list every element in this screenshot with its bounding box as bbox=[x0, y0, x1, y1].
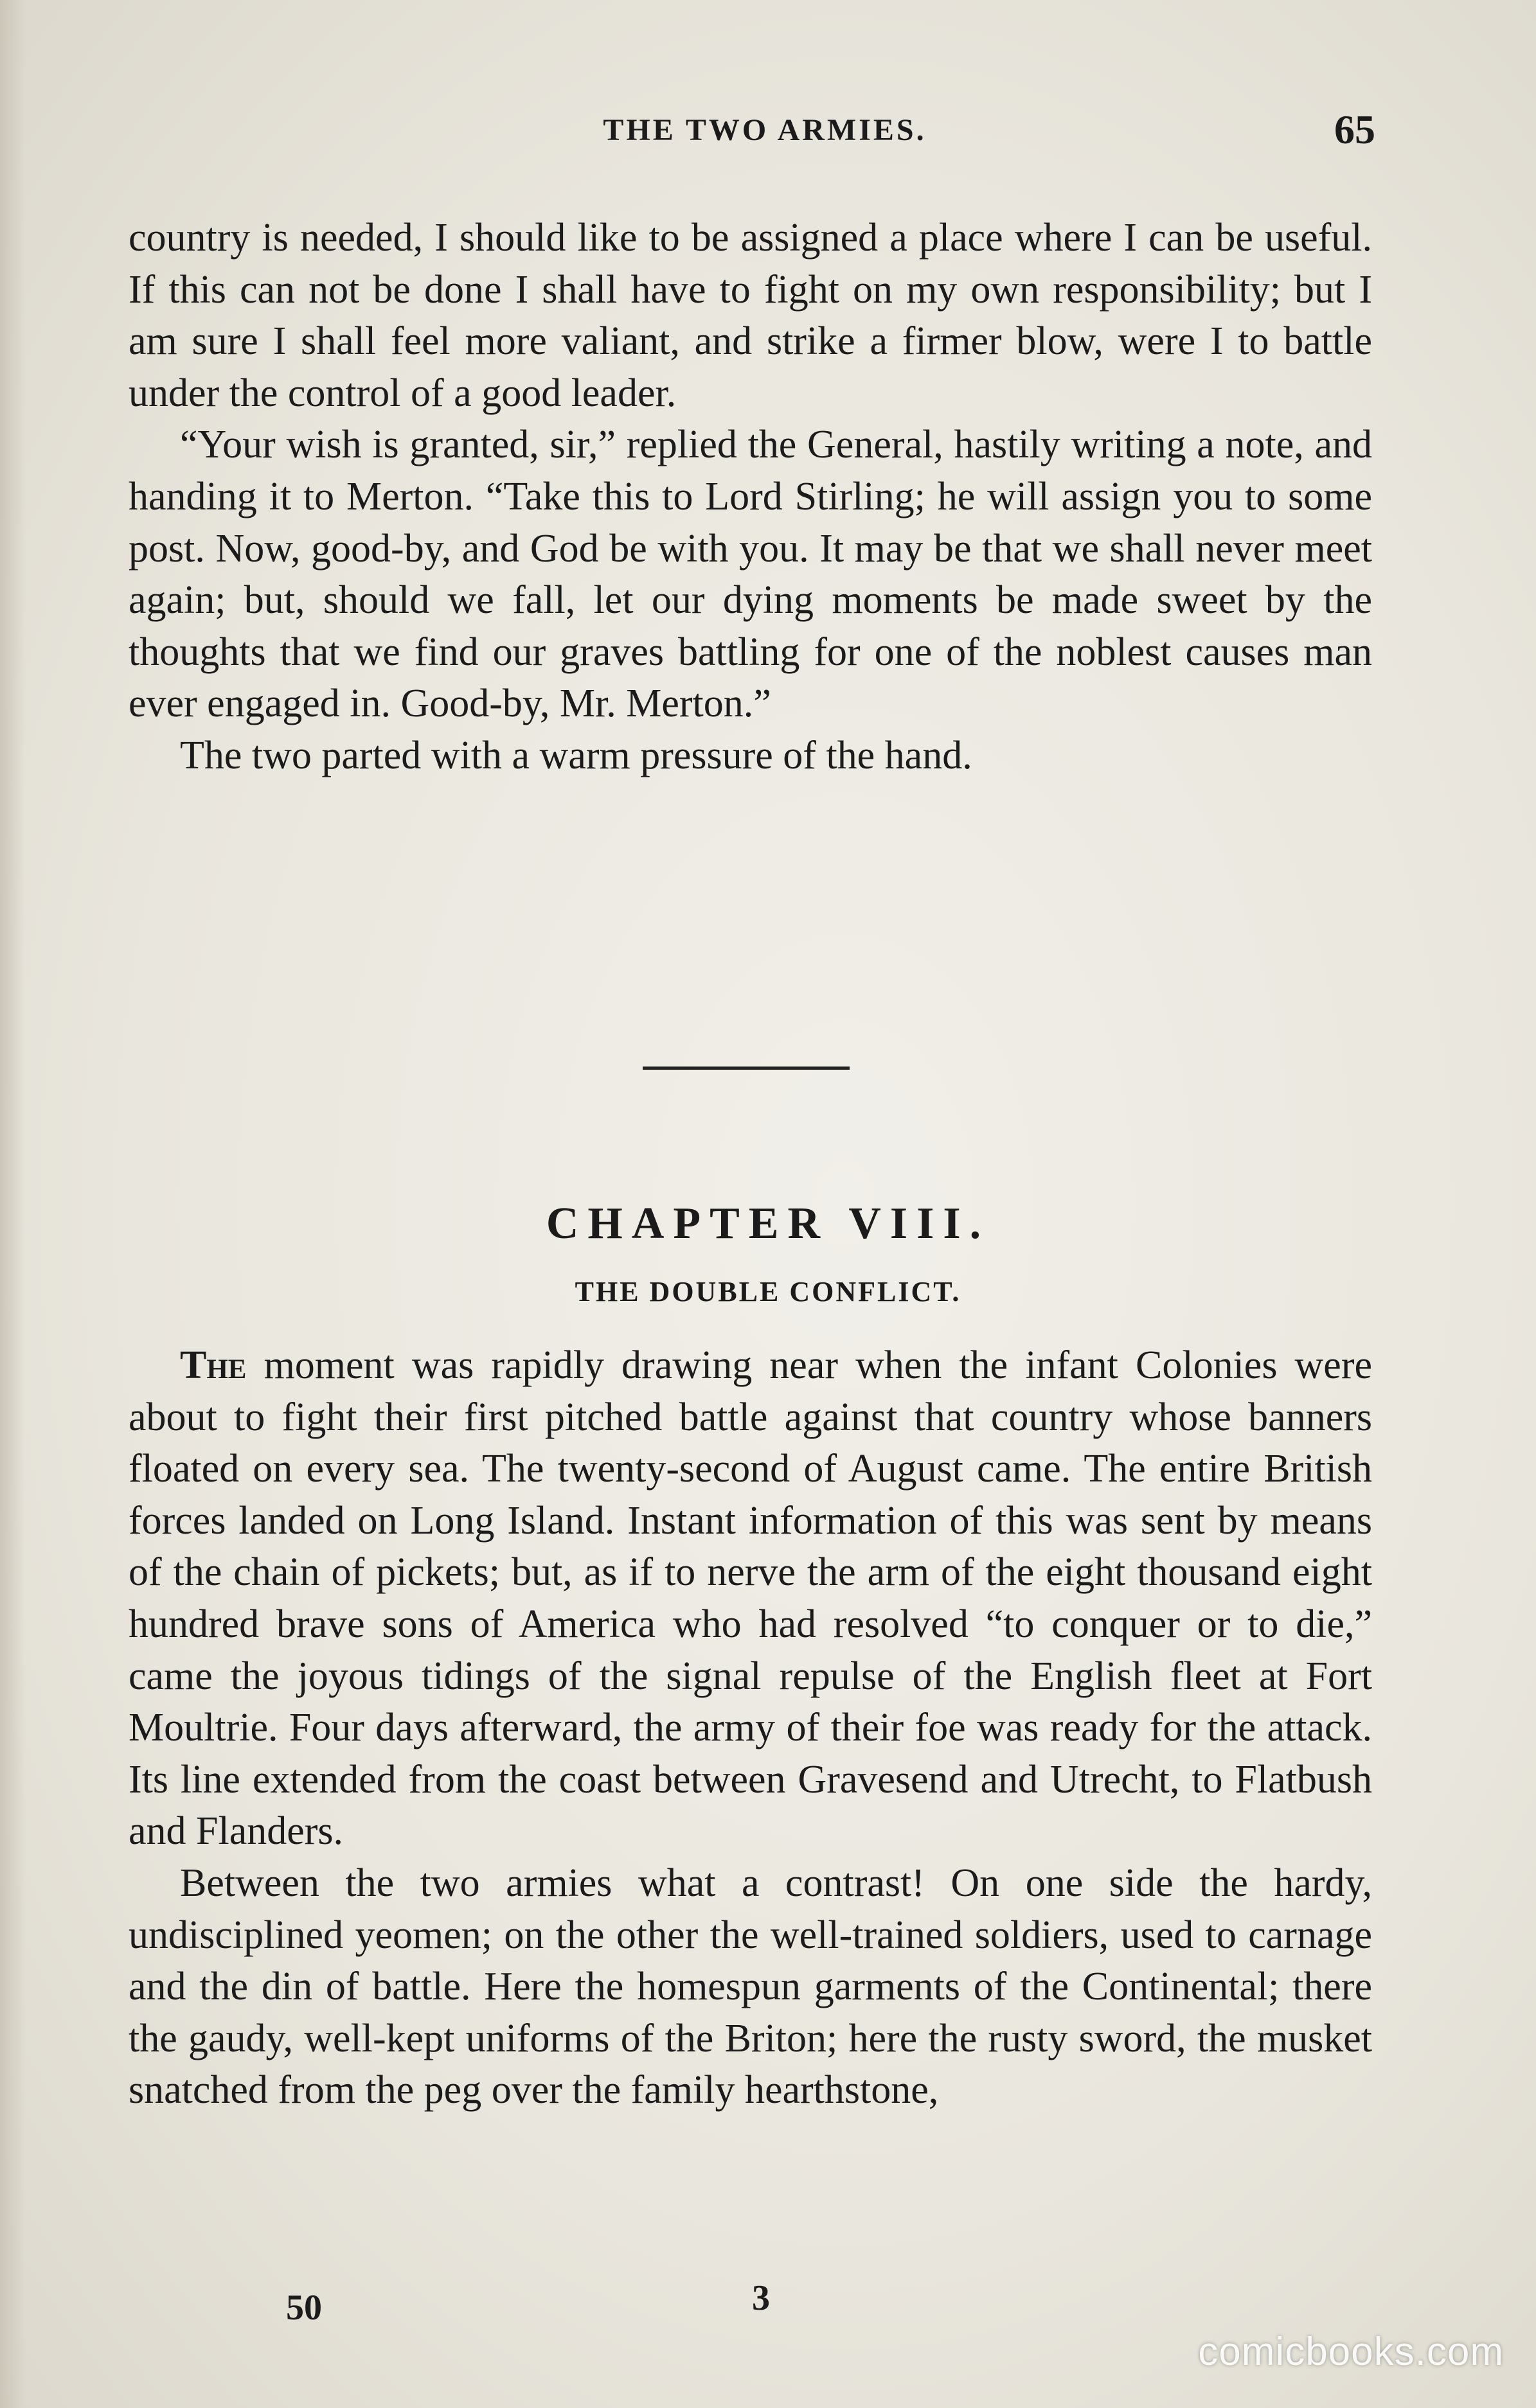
watermark: comicbooks.com bbox=[1198, 2330, 1504, 2374]
signature-mark-center: 3 bbox=[752, 2278, 770, 2318]
paragraph: The two parted with a warm pressure of the hand. bbox=[180, 733, 972, 777]
signature-mark-left: 50 bbox=[286, 2288, 322, 2328]
page-number: 65 bbox=[1334, 107, 1375, 152]
paragraph: country is needed, I should like to be assigned a place where I can be useful. If this can not be done I shall have to fight on my own responsibility; but I am sure I shall feel more valiant, and strike a firmer blow, were I to battle under the control of a good leader. bbox=[129, 216, 1372, 415]
chapter-heading: CHAPTER VIII. bbox=[546, 1199, 990, 1248]
continued-text-block bbox=[129, 212, 1372, 782]
lead-word: The bbox=[180, 1343, 247, 1387]
chapter-text-block bbox=[129, 1340, 1372, 2116]
paragraph-text: moment was rapidly drawing near when the infant Colonies were about to fight their first pitched battle against that country whose banners floated on every sea. The twenty-second of August came. The entire British forces landed on Long Island. Instant information of this was sent by means of the chain of pickets; but, as if to nerve the arm of the eight thousand eight hundred brave sons of America who had resolved “to conquer or to die,” came the joyous tidings of the signal repulse of the English fleet at Fort Moultrie. Four days afterward, the army of their foe was ready for the attack. Its line extended from the coast between Gravesend and Utrecht, to Flatbush and Flanders. bbox=[129, 1343, 1372, 1854]
chapter-title: THE DOUBLE CONFLICT. bbox=[575, 1276, 961, 1307]
paragraph bbox=[129, 1340, 1372, 1857]
paragraph: “Your wish is granted, sir,” replied the General, hastily writing a note, and handing it to Merton. “Take this to Lord Stirling; he will assign you to some post. Now, good-by, and God be with you. It may be that we shall never meet again; but, should we fall, let our dying moments be made sweet by the thoughts that we find our graves battling for one of the noblest causes man ever engaged in. Good-by, Mr. Merton.” bbox=[129, 423, 1372, 726]
paragraph: Between the two armies what a contrast! On one side the hardy, undisciplined yeomen; on the other the well-trained soldiers, used to carnage and the din of battle. Here the homespun garments of the Continental; there the gaudy, well-kept uniforms of the Briton; here the rusty sword, the musket snatched from the peg over the family hearthstone, bbox=[129, 1861, 1372, 2112]
section-divider-rule bbox=[643, 1067, 850, 1070]
running-title: THE TWO ARMIES. bbox=[603, 113, 927, 147]
